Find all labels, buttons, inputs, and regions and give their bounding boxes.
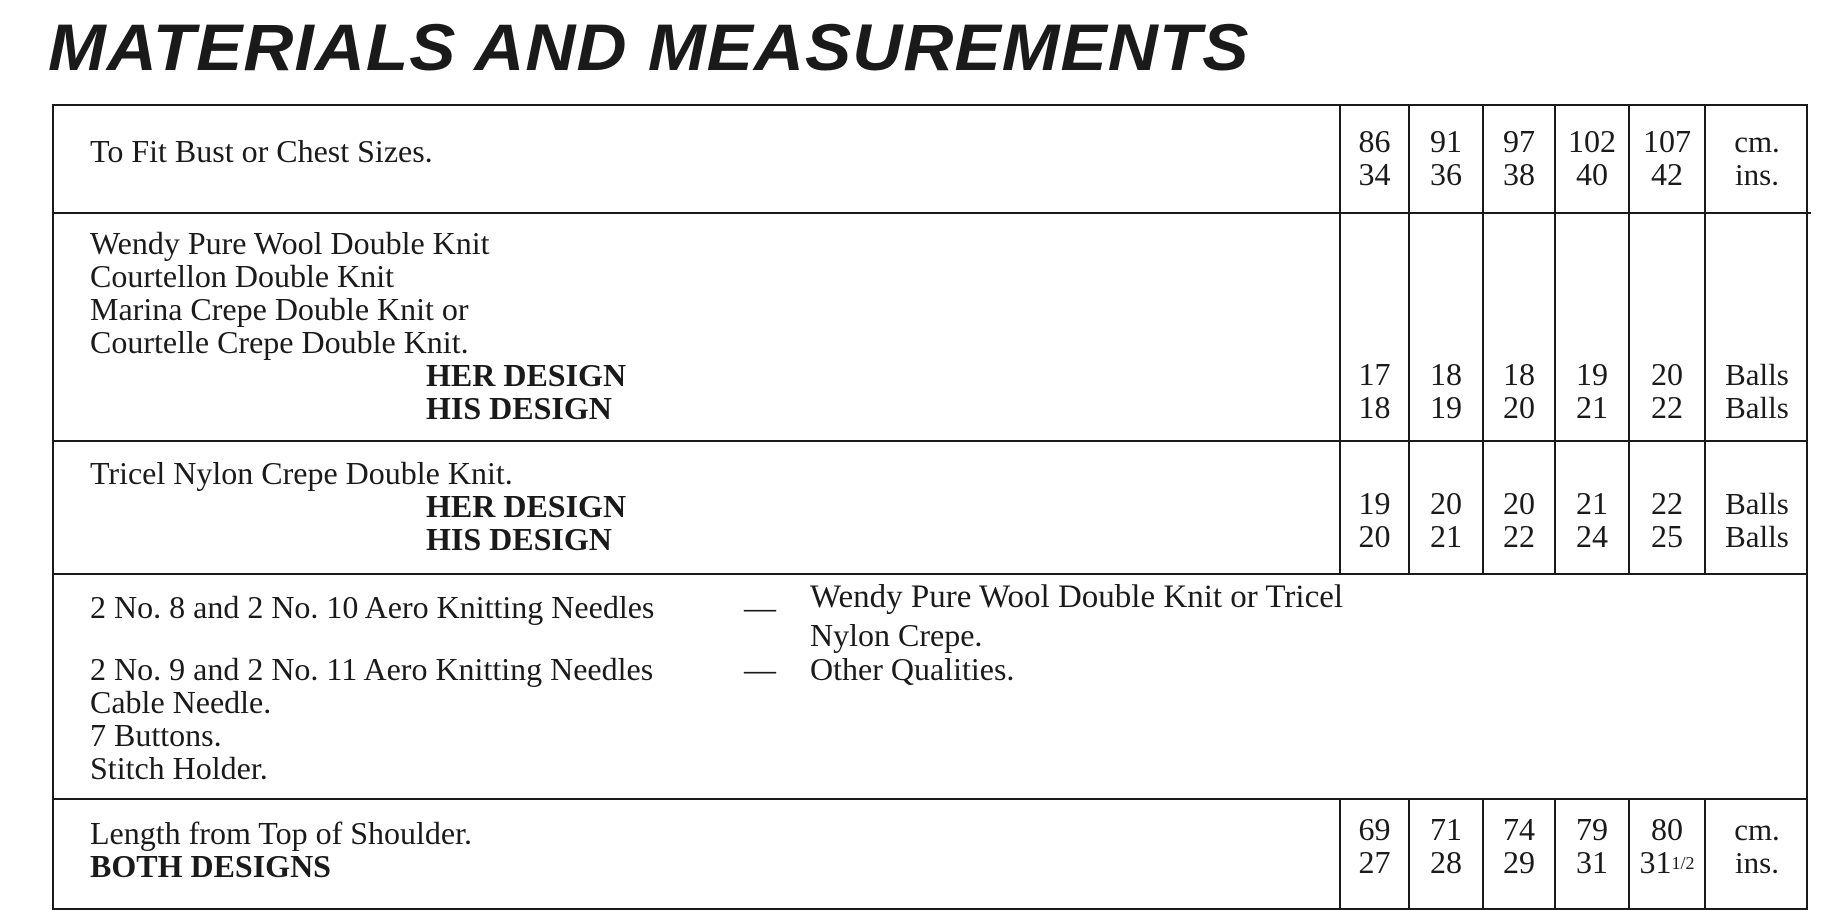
her-balls-value: 22 (1651, 485, 1683, 521)
size-ins-value: 38 (1503, 156, 1535, 192)
needle-line: 2 No. 8 and 2 No. 10 Aero Knitting Needles (90, 589, 655, 625)
her-balls-value: 18 (1503, 356, 1535, 392)
unit-cm: cm. (1734, 812, 1780, 847)
yarn-line: Courtellon Double Knit (90, 258, 394, 294)
his-balls-value: 20 (1358, 518, 1391, 554)
length-ins-value: 27 (1358, 844, 1391, 880)
sizes-label: To Fit Bust or Chest Sizes. (90, 133, 433, 169)
yarn-line: Courtelle Crepe Double Knit. (90, 324, 469, 360)
her-balls-value: 20 (1503, 485, 1535, 521)
yarn-line: Wendy Pure Wool Double Knit (90, 225, 490, 261)
his-balls-value: 20 (1503, 389, 1535, 425)
length-ins-fraction: 1/2 (1671, 853, 1695, 873)
his-balls-value: 21 (1576, 389, 1608, 425)
unit-ins: ins. (1735, 157, 1779, 192)
needle-usage: Wendy Pure Wool Double Knit or Tricel (810, 579, 1344, 615)
row-divider (54, 573, 1808, 575)
size-cm-value: 86 (1358, 123, 1391, 159)
his-balls-value: 18 (1358, 389, 1391, 425)
length-cm-value: 74 (1503, 811, 1535, 847)
both-designs-label: BOTH DESIGNS (90, 848, 331, 884)
needle-usage: Nylon Crepe. (810, 617, 983, 653)
measurements-table (52, 104, 1808, 910)
needle-usage: Other Qualities. (810, 651, 1015, 687)
page-title: MATERIALS AND MEASUREMENTS (48, 10, 1250, 84)
size-cm-value: 91 (1430, 123, 1462, 159)
his-balls-value: 21 (1430, 518, 1462, 554)
length-ins-value: 29 (1503, 844, 1535, 880)
row-divider (54, 440, 1808, 442)
his-balls-value: 24 (1576, 518, 1608, 554)
her-balls-value: 20 (1430, 485, 1462, 521)
her-design-label: HER DESIGN (426, 488, 627, 524)
size-ins-value: 34 (1358, 156, 1391, 192)
size-cm-value: 107 (1643, 123, 1691, 159)
length-ins-whole: 31 (1639, 844, 1672, 880)
his-balls-value: 22 (1503, 518, 1535, 554)
his-balls-value: 22 (1651, 389, 1683, 425)
his-design-label: HIS DESIGN (426, 390, 612, 426)
length-ins-value: 28 (1430, 844, 1462, 880)
notion-line: 7 Buttons. (90, 717, 222, 753)
her-balls-value: 19 (1358, 485, 1391, 521)
her-balls-value: 19 (1576, 356, 1608, 392)
his-balls-value: 25 (1651, 518, 1683, 554)
size-ins-value: 36 (1430, 156, 1462, 192)
dash: — (744, 651, 776, 687)
length-ins-value: 31 (1576, 844, 1608, 880)
unit-ins: ins. (1735, 845, 1779, 880)
his-balls-value: 19 (1430, 389, 1462, 425)
size-ins-value: 42 (1651, 156, 1683, 192)
length-cm-value: 80 (1651, 811, 1683, 847)
her-design-label: HER DESIGN (426, 357, 627, 393)
size-cm-value: 97 (1503, 123, 1535, 159)
size-cm-value: 102 (1568, 123, 1616, 159)
length-label: Length from Top of Shoulder. (90, 815, 473, 851)
row-divider (54, 798, 1808, 800)
notion-line: Cable Needle. (90, 684, 272, 720)
unit-balls: Balls (1725, 486, 1789, 521)
length-cm-value: 79 (1576, 811, 1608, 847)
needle-line: 2 No. 9 and 2 No. 11 Aero Knitting Needles (90, 651, 654, 687)
her-balls-value: 20 (1651, 356, 1683, 392)
dash: — (744, 589, 776, 625)
length-cm-value: 71 (1430, 811, 1462, 847)
unit-balls: Balls (1725, 519, 1789, 554)
notion-line: Stitch Holder. (90, 750, 268, 786)
length-cm-value: 69 (1358, 811, 1391, 847)
yarn-line: Marina Crepe Double Knit or (90, 291, 469, 327)
unit-balls: Balls (1725, 390, 1789, 425)
row-divider (54, 212, 1339, 214)
unit-cm: cm. (1734, 124, 1780, 159)
her-balls-value: 17 (1358, 356, 1391, 392)
length-ins-value-with-fraction (1630, 846, 1704, 880)
yarn-line: Tricel Nylon Crepe Double Knit. (90, 455, 513, 491)
his-design-label: HIS DESIGN (426, 521, 612, 557)
size-ins-value: 40 (1576, 156, 1608, 192)
her-balls-value: 18 (1430, 356, 1462, 392)
her-balls-value: 21 (1576, 485, 1608, 521)
unit-balls: Balls (1725, 357, 1789, 392)
